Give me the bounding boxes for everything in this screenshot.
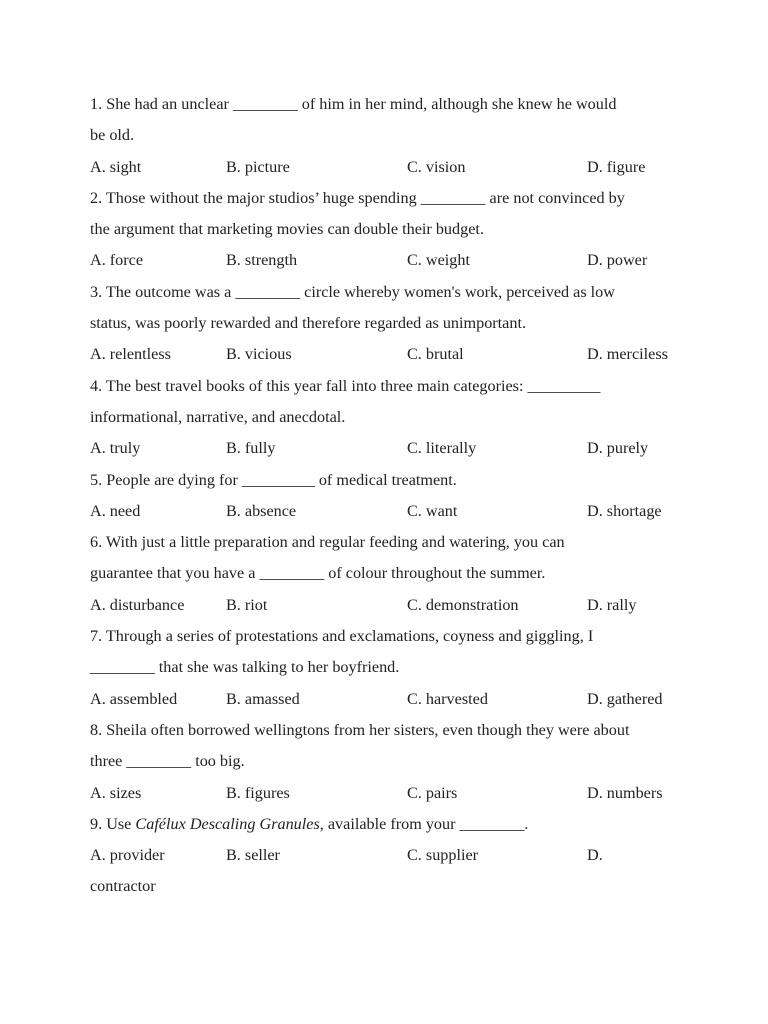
question-1-line-1: 1. She had an unclear ________ of him in her mind, although she knew he would	[90, 95, 617, 113]
question-8-options	[90, 778, 690, 809]
question-5-line-1: 5. People are dying for _________ of medical treatment.	[90, 470, 457, 489]
option-a: A. disturbance	[90, 595, 185, 614]
option-a: A. sight	[90, 157, 142, 176]
option-d: D. figure	[587, 157, 646, 176]
question-7-line-1: 7. Through a series of protestations and exclamations, coyness and giggling, I	[90, 627, 594, 646]
question-3-line-1: 3. The outcome was a ________ circle whereby women's work, perceived as low	[90, 282, 615, 301]
option-c: C. pairs	[407, 783, 458, 802]
option-a: A. assembled	[90, 689, 178, 708]
option-d: D. rally	[587, 595, 637, 614]
question-7-options	[90, 684, 690, 715]
question-6-options	[90, 590, 690, 621]
option-c: C. literally	[407, 439, 477, 458]
option-b: B. picture	[226, 157, 290, 176]
option-c: C. supplier	[407, 846, 479, 865]
question-list	[90, 89, 690, 903]
option-a: A. need	[90, 501, 141, 520]
option-d: D. merciless	[587, 345, 668, 364]
option-d: D. shortage	[587, 501, 662, 520]
question-3-line-2: status, was poorly rewarded and therefore regarded as unimportant.	[90, 314, 527, 333]
option-b: B. riot	[226, 595, 268, 614]
option-c: C. demonstration	[407, 595, 519, 614]
question-9-line-1	[90, 809, 690, 840]
option-b: B. figures	[226, 783, 290, 802]
option-a: A. sizes	[90, 783, 142, 802]
option-d: D. purely	[587, 439, 649, 458]
option-d: D. numbers	[587, 783, 663, 802]
question-4-options	[90, 433, 690, 464]
option-b: B. seller	[226, 846, 280, 865]
question-7-line-2: ________ that she was talking to her boyfriend.	[90, 658, 400, 677]
option-b: B. vicious	[226, 345, 292, 364]
question-1-line-2: be old.	[90, 126, 135, 145]
question-5-options	[90, 496, 690, 527]
option-a: A. relentless	[90, 345, 171, 364]
option-d: D. gathered	[587, 689, 663, 708]
question-8-line-1: 8. Sheila often borrowed wellingtons from her sisters, even though they were about	[90, 720, 630, 739]
option-a: A. provider	[90, 846, 165, 865]
question-4-line-1: 4. The best travel books of this year fall into three main categories: _________	[90, 376, 601, 395]
option-a: A. force	[90, 251, 144, 270]
option-c: C. want	[407, 501, 458, 520]
question-6-line-2: guarantee that you have a ________ of colour throughout the summer.	[90, 564, 546, 583]
question-9-product-name: Cafélux Descaling Granules	[135, 814, 320, 833]
option-c: C. vision	[407, 157, 466, 176]
question-6-line-1: 6. With just a little preparation and regular feeding and watering, you can	[90, 533, 565, 552]
option-a: A. truly	[90, 439, 141, 458]
question-3-options	[90, 339, 690, 370]
question-2-line-2: the argument that marketing movies can double their budget.	[90, 220, 484, 239]
option-c: C. weight	[407, 251, 470, 270]
option-d: D. power	[587, 251, 648, 270]
option-b: B. fully	[226, 439, 276, 458]
question-4-line-2: informational, narrative, and anecdotal.	[90, 407, 346, 426]
question-9-prefix: 9. Use	[90, 814, 136, 833]
option-b: B. strength	[226, 251, 298, 270]
question-1-options	[90, 152, 690, 183]
question-2-options	[90, 245, 690, 276]
option-d: D.	[587, 846, 603, 865]
option-b: B. absence	[226, 501, 297, 520]
option-b: B. amassed	[226, 689, 300, 708]
option-c: C. harvested	[407, 689, 488, 708]
question-8-line-2: three ________ too big.	[90, 752, 245, 771]
question-2-line-1: 2. Those without the major studios’ huge spending ________ are not convinced by	[90, 188, 625, 207]
question-9-suffix: , available from your ________.	[319, 814, 529, 833]
question-9-options	[90, 840, 690, 871]
question-9-option-d-continuation: contractor	[90, 877, 156, 896]
option-c: C. brutal	[407, 345, 464, 364]
